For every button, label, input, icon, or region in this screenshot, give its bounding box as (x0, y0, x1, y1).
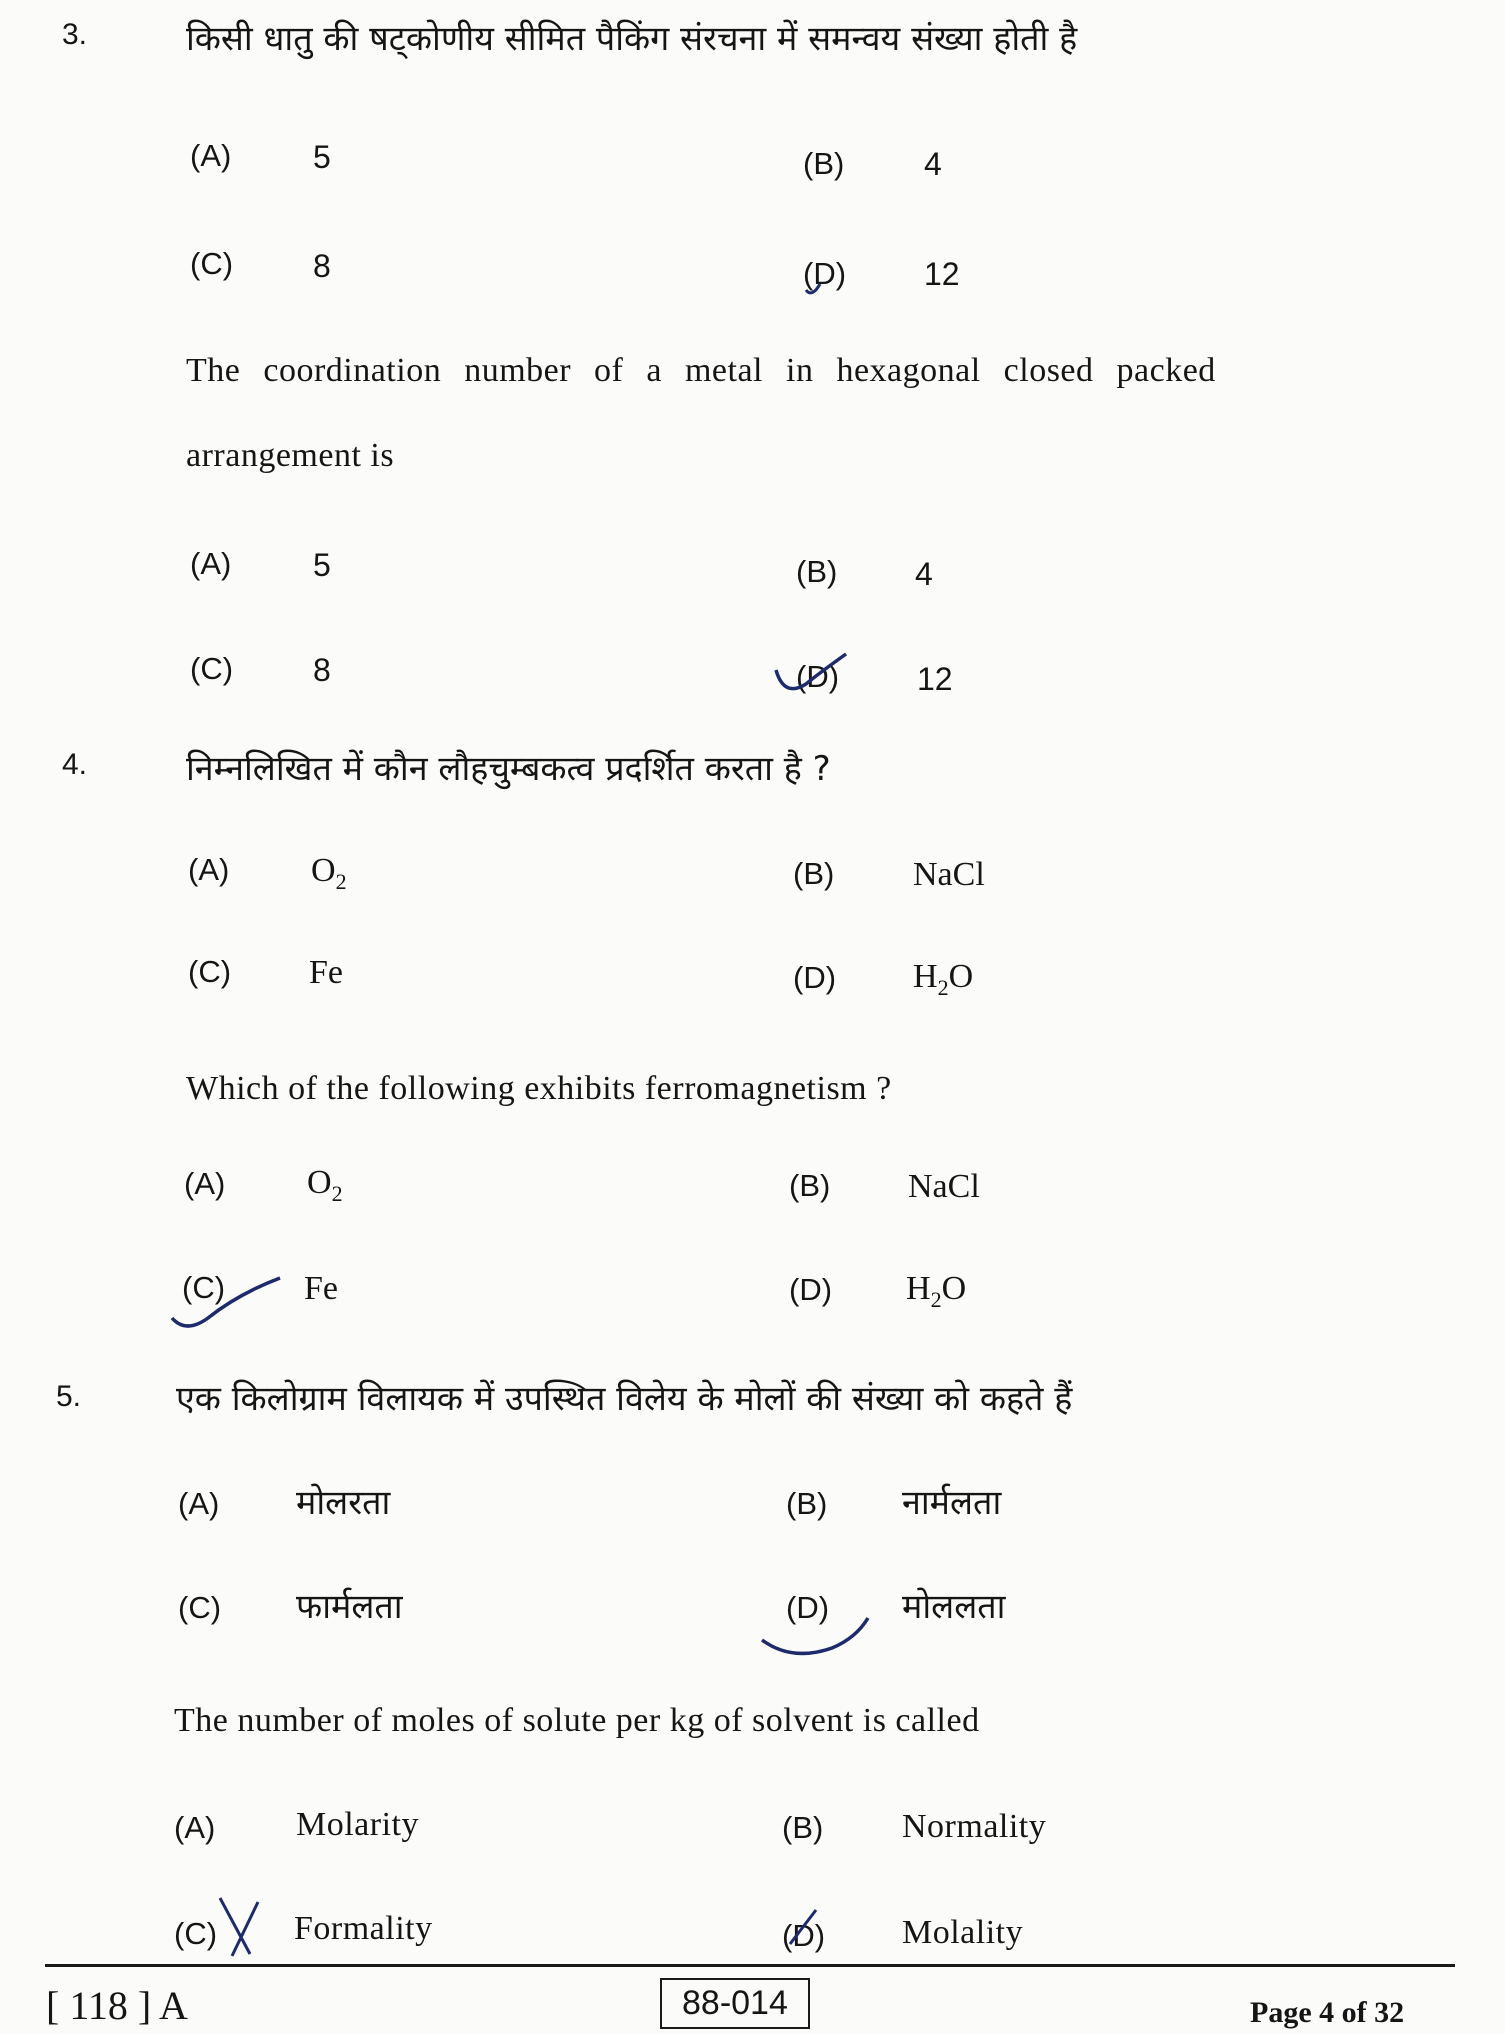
q4-hi-option-d-value: $H_2O$ (913, 958, 974, 1000)
question-5-hindi-text: एक किलोग्राम विलायक में उपस्थित विलेय के मोलों की संख्या को कहते हैं (176, 1379, 1073, 1419)
question-3-english-line-2: arrangement is (186, 437, 395, 474)
q4-hi-option-d-label: (D) (793, 960, 837, 995)
q5-en-option-b-value: Normality (902, 1808, 1047, 1845)
q3-en-option-d-value: 12 (917, 661, 953, 697)
question-5-english-text: The number of moles of solute per kg of solvent is called (174, 1702, 980, 1739)
q3-en-option-a-value: 5 (313, 547, 331, 583)
q5-hi-option-b-label: (B) (786, 1486, 828, 1521)
q5-hi-option-d-value: मोललता (902, 1587, 1006, 1627)
q4-en-option-d-value: $H_2O$ (906, 1270, 967, 1312)
q3-hi-option-b-label: (B) (803, 146, 845, 181)
q3-hi-option-a-label: (A) (190, 138, 232, 173)
footer-page-number: Page 4 of 32 (1250, 1996, 1405, 2029)
footer-booklet-code: 88-014 (660, 1978, 810, 2029)
q5-en-option-c-label: (C) (174, 1916, 218, 1951)
q3-hi-option-b-value: 4 (924, 146, 942, 182)
q5-en-option-a-label: (A) (174, 1810, 216, 1845)
question-3-hindi-text: किसी धातु की षट्कोणीय सीमित पैकिंग संरचना में समन्वय संख्या होती है (186, 19, 1078, 59)
q4-en-option-c-label: (C) (182, 1270, 226, 1305)
question-3-number: 3. (62, 18, 88, 51)
q4-hi-option-c-value: Fe (309, 954, 343, 991)
q3-en-option-b-value: 4 (915, 556, 933, 592)
footer-paper-code: [ 118 ] A (46, 1983, 188, 2028)
question-4-hindi-text: निम्नलिखित में कौन लौहचुम्बकत्व प्रदर्शित करता है ? (186, 749, 831, 789)
q3-hi-option-a-value: 5 (313, 139, 331, 175)
q4-en-option-c-value: Fe (304, 1270, 338, 1307)
q4-en-option-d-label: (D) (789, 1272, 833, 1307)
q4-hi-option-c-label: (C) (188, 954, 232, 989)
q5-hi-option-a-label: (A) (178, 1486, 220, 1521)
q3-en-option-d-label: (D) (796, 659, 840, 694)
q5-hi-option-d-label: (D) (786, 1590, 830, 1625)
q5-hi-option-c-label: (C) (178, 1590, 222, 1625)
question-3-english-line-1: The coordination number of a metal in hexagonal closed packed (186, 352, 1216, 389)
q3-en-option-c-label: (C) (190, 651, 234, 686)
q3-hi-option-d-value: 12 (924, 256, 960, 292)
q4-en-option-b-value: NaCl (908, 1168, 980, 1205)
q3-en-option-a-label: (A) (190, 546, 232, 581)
q5-en-option-c-value: Formality (294, 1910, 433, 1947)
q4-en-option-a-value: $O_2$ (307, 1164, 343, 1206)
footer-rule (45, 1964, 1455, 1967)
q5-hi-option-a-value: मोलरता (296, 1483, 391, 1523)
question-5-number: 5. (56, 1380, 82, 1413)
q4-hi-option-b-value: NaCl (913, 856, 985, 893)
q3-hi-option-c-label: (C) (190, 246, 234, 281)
cross-mark-q5-english-c (220, 1898, 258, 1956)
q5-en-option-d-value: Molality (902, 1914, 1024, 1951)
q3-hi-option-d-label: (D) (803, 256, 847, 291)
q4-hi-option-a-value: $O_2$ (311, 852, 347, 894)
question-4-number: 4. (62, 748, 88, 781)
q3-hi-option-c-value: 8 (313, 248, 331, 284)
q3-en-option-b-label: (B) (796, 554, 838, 589)
q5-hi-option-b-value: नार्मलता (902, 1483, 1002, 1523)
q5-hi-option-c-value: फार्मलता (296, 1587, 403, 1627)
q4-en-option-b-label: (B) (789, 1168, 831, 1203)
q4-hi-option-b-label: (B) (793, 856, 835, 891)
q4-hi-option-a-label: (A) (188, 852, 230, 887)
question-4-english-text: Which of the following exhibits ferromagnetism ? (186, 1070, 892, 1107)
q5-en-option-a-value: Molarity (296, 1806, 419, 1843)
q4-en-option-a-label: (A) (184, 1166, 226, 1201)
q5-en-option-b-label: (B) (782, 1810, 824, 1845)
q3-en-option-c-value: 8 (313, 652, 331, 688)
q5-en-option-d-label: (D) (782, 1918, 826, 1953)
